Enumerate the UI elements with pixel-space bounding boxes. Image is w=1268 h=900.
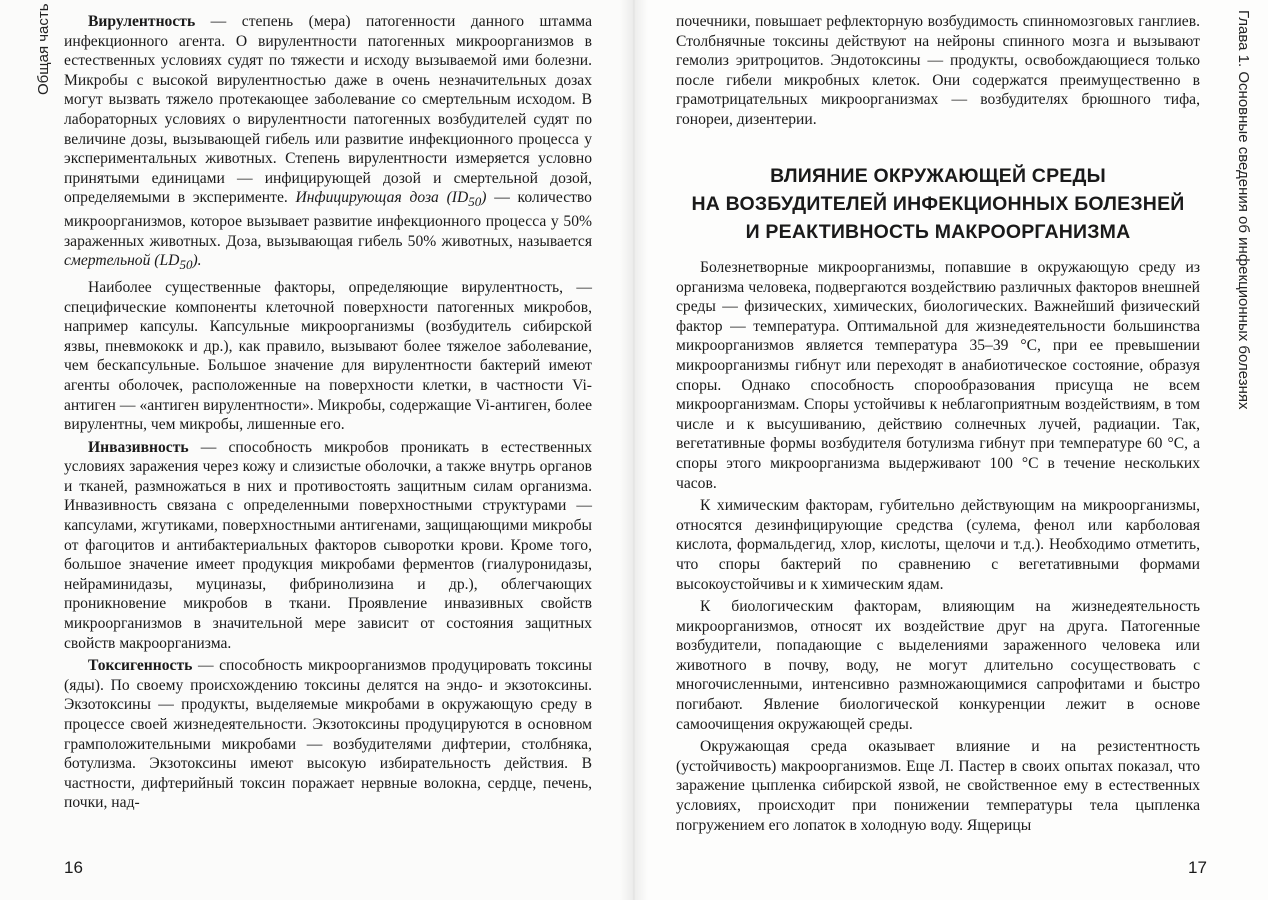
biological-factors-paragraph: К биологическим факторам, влияющим на жизнедеятельность микроорганизмов, относят их воздействие друг на друга. Патогенные возбудители, попадающие с выделениями зараженного человека или животного в почву, воду, не могут длительно сосуществовать с многочисленными, интенсивно размножающимися сапрофитами и быстро погибают. Явление биологической конкуренции лежит в основе самоочищения окружающей среды. — [676, 598, 1200, 733]
lethal-dose-subscript: 50 — [179, 257, 193, 273]
section-heading-line-1: ВЛИЯНИЕ ОКРУЖАЮЩЕЙ СРЕДЫ — [770, 165, 1106, 187]
right-main-column — [676, 258, 1200, 835]
section-heading-line-3: И РЕАКТИВНОСТЬ МАКРООРГАНИЗМА — [745, 221, 1131, 243]
toxigenicity-term: Токсигенность — [88, 657, 193, 675]
right-continuation-column — [676, 12, 1200, 130]
environment-paragraph: Болезнетворные микроорганизмы, попавшие в окружающую среду из организма человека, подвергаются воздействию различных факторов внешней среды — физических, химических, биологических. Важнейший физический фактор — температура. Оптимальной для жизнедеятельности большинства микроорганизмов является температура 35–39 °С, при ее превышении микроорганизмы гибнут или переходят в анабиотическое состояние, образуя споры. Однако способность спорообразования присуща не всем микроорганизмам. Споры устойчивы к неблагоприятным воздействиям, в том числе и к высушиванию, действию солнечных лучей, радиации. Так, вегетативные формы возбудителя ботулизма гибнут при температуре 60 °С, а споры этого микроорганизма выдерживают 100 °С в течение нескольких часов. — [676, 259, 1200, 492]
toxigenicity-text: — способность микроорганизмов продуцировать токсины (яды). По своему происхождению токсины делятся на эндо- и экзотоксины. Экзотоксины — продукты, выделяемые микробами в окружающую среду в процессе своей жизнедеятельности. Экзотоксины продуцируются в основном грамположительными микробами — возбудителями дифтерии, столбняка, ботулизма. Экзотоксины имеют высокую избирательность действия. В частности, дифтерийный токсин поражает нервные волокна, сердце, печень, почки, над- — [64, 657, 592, 812]
resistance-paragraph: Окружающая среда оказывает влияние и на резистентность (устойчивость) макроорганизмов. Еще Л. Пастер в своих опытах показал, что заражение цыпленка сибирской язвой, не свойственное ему в естественных условиях, происходит при понижении температуры тела цыпленка погружением его лопаток в холодную воду. Ящерицы — [676, 738, 1200, 834]
right-running-header: Глава 1. Основные сведения об инфекционных болезнях — [1235, 10, 1252, 410]
section-heading — [676, 162, 1200, 246]
infecting-dose-subscript: 50 — [468, 194, 482, 210]
lethal-dose-close: ). — [192, 252, 202, 270]
right-page-number: 17 — [1188, 858, 1207, 877]
chemical-factors-paragraph: К химическим факторам, губительно действующим на микроорганизмы, относятся дезинфицирующие средства (сулема, фенол или карболовая кислота, формальдегид, хлор, кислоты, щелочи и т.д.). Необходимо отметить, что споры бактерий по сравнению с вегетативными формами высокоустойчивы и к химическим ядам. — [676, 497, 1200, 593]
invasiveness-text: — способность микробов проникать в естественных условиях заражения через кожу и слизистые оболочки, а также внутрь органов и тканей, размножаться в них и противостоять защитным силам организма. Инвазивность связана с определенными поверхностными структурами — капсулами, жгутиками, поверхностными антигенами, защищающими микробы от фагоцитов и антибактериальных факторов сыворотки крови. Кроме того, большое значение имеет продукция микробами ферментов (гиалуронидазы, нейраминидазы, муциназы, фибринолизина и др.), облегчающих проникновение микробов в ткани. Проявление инвазивных свойств микроорганизмов в значительной мере зависит от состояния защитных свойств макроорганизма. — [64, 438, 592, 652]
left-text-column — [64, 12, 592, 813]
invasiveness-term: Инвазивность — [88, 438, 189, 456]
virulence-paragraph — [64, 12, 592, 275]
section-heading-line-2: НА ВОЗБУДИТЕЛЕЙ ИНФЕКЦИОННЫХ БОЛЕЗНЕЙ — [691, 193, 1185, 215]
left-running-header: Общая часть — [35, 3, 52, 95]
left-page-number: 16 — [64, 858, 83, 877]
infecting-dose-close: ) — [481, 189, 487, 207]
toxigenicity-paragraph — [64, 656, 592, 813]
invasiveness-paragraph — [64, 438, 592, 654]
virulence-text: — степень (мера) патогенности данного штамма инфекционного агента. О вирулентности патогенных микроорганизмов в естественных условиях судят по тяжести и исходу вызываемой ими болезни. Микробы с высокой вирулентностью даже в очень незначительных дозах могут вызвать тяжело протекающее заболевание со смертельным исходом. В лабораторных условиях о вирулентности патогенных возбудителей судят по величине дозы, вызывающей гибель или развитие инфекционного процесса у экспериментальных животных. Степень вирулентности измеряется условно принятыми единицами — инфицирующей дозой и смертельной дозой, определяемыми в эксперименте. — [64, 13, 592, 207]
continuation-paragraph: почечники, повышает рефлекторную возбудимость спинномозговых ганглиев. Столбнячные токсины действуют на нейроны спинного мозга и вызывают гемолиз эритроцитов. Эндотоксины — продукты, освобождающиеся только после гибели микробных клеток. Они содержатся преимущественно в грамотрицательных микроорганизмах — возбудителях брюшного тифа, гонореи, дизентерии. — [676, 13, 1200, 128]
virulence-factors-paragraph: Наиболее существенные факторы, определяющие вирулентность, — специфические компоненты клеточной поверхности патогенных микробов, например капсулы. Капсульные микроорганизмы (возбудитель сибирской язвы, пневмококк и др.), как правило, вызывают более тяжелое заболевание, чем бескапсульные. Большое значение для вирулентности бактерий имеют агенты оболочек, расположенные на поверхности клетки, в частности Vi-антиген — «антиген вирулентности». Микробы, содержащие Vi-антиген, более вирулентны, чем микробы, лишенные его. — [64, 278, 592, 434]
virulence-text-2: — количество микроорганизмов, которое вызывает развитие инфекционного процесса у 50% зараженных животных. Доза, вызывающая гибель 50% животных, называется — [64, 189, 592, 250]
lethal-dose-term: смертельной (LD — [64, 252, 180, 270]
virulence-term: Вирулентность — [88, 13, 196, 30]
infecting-dose-term: Инфицирующая доза (ID — [295, 189, 469, 207]
